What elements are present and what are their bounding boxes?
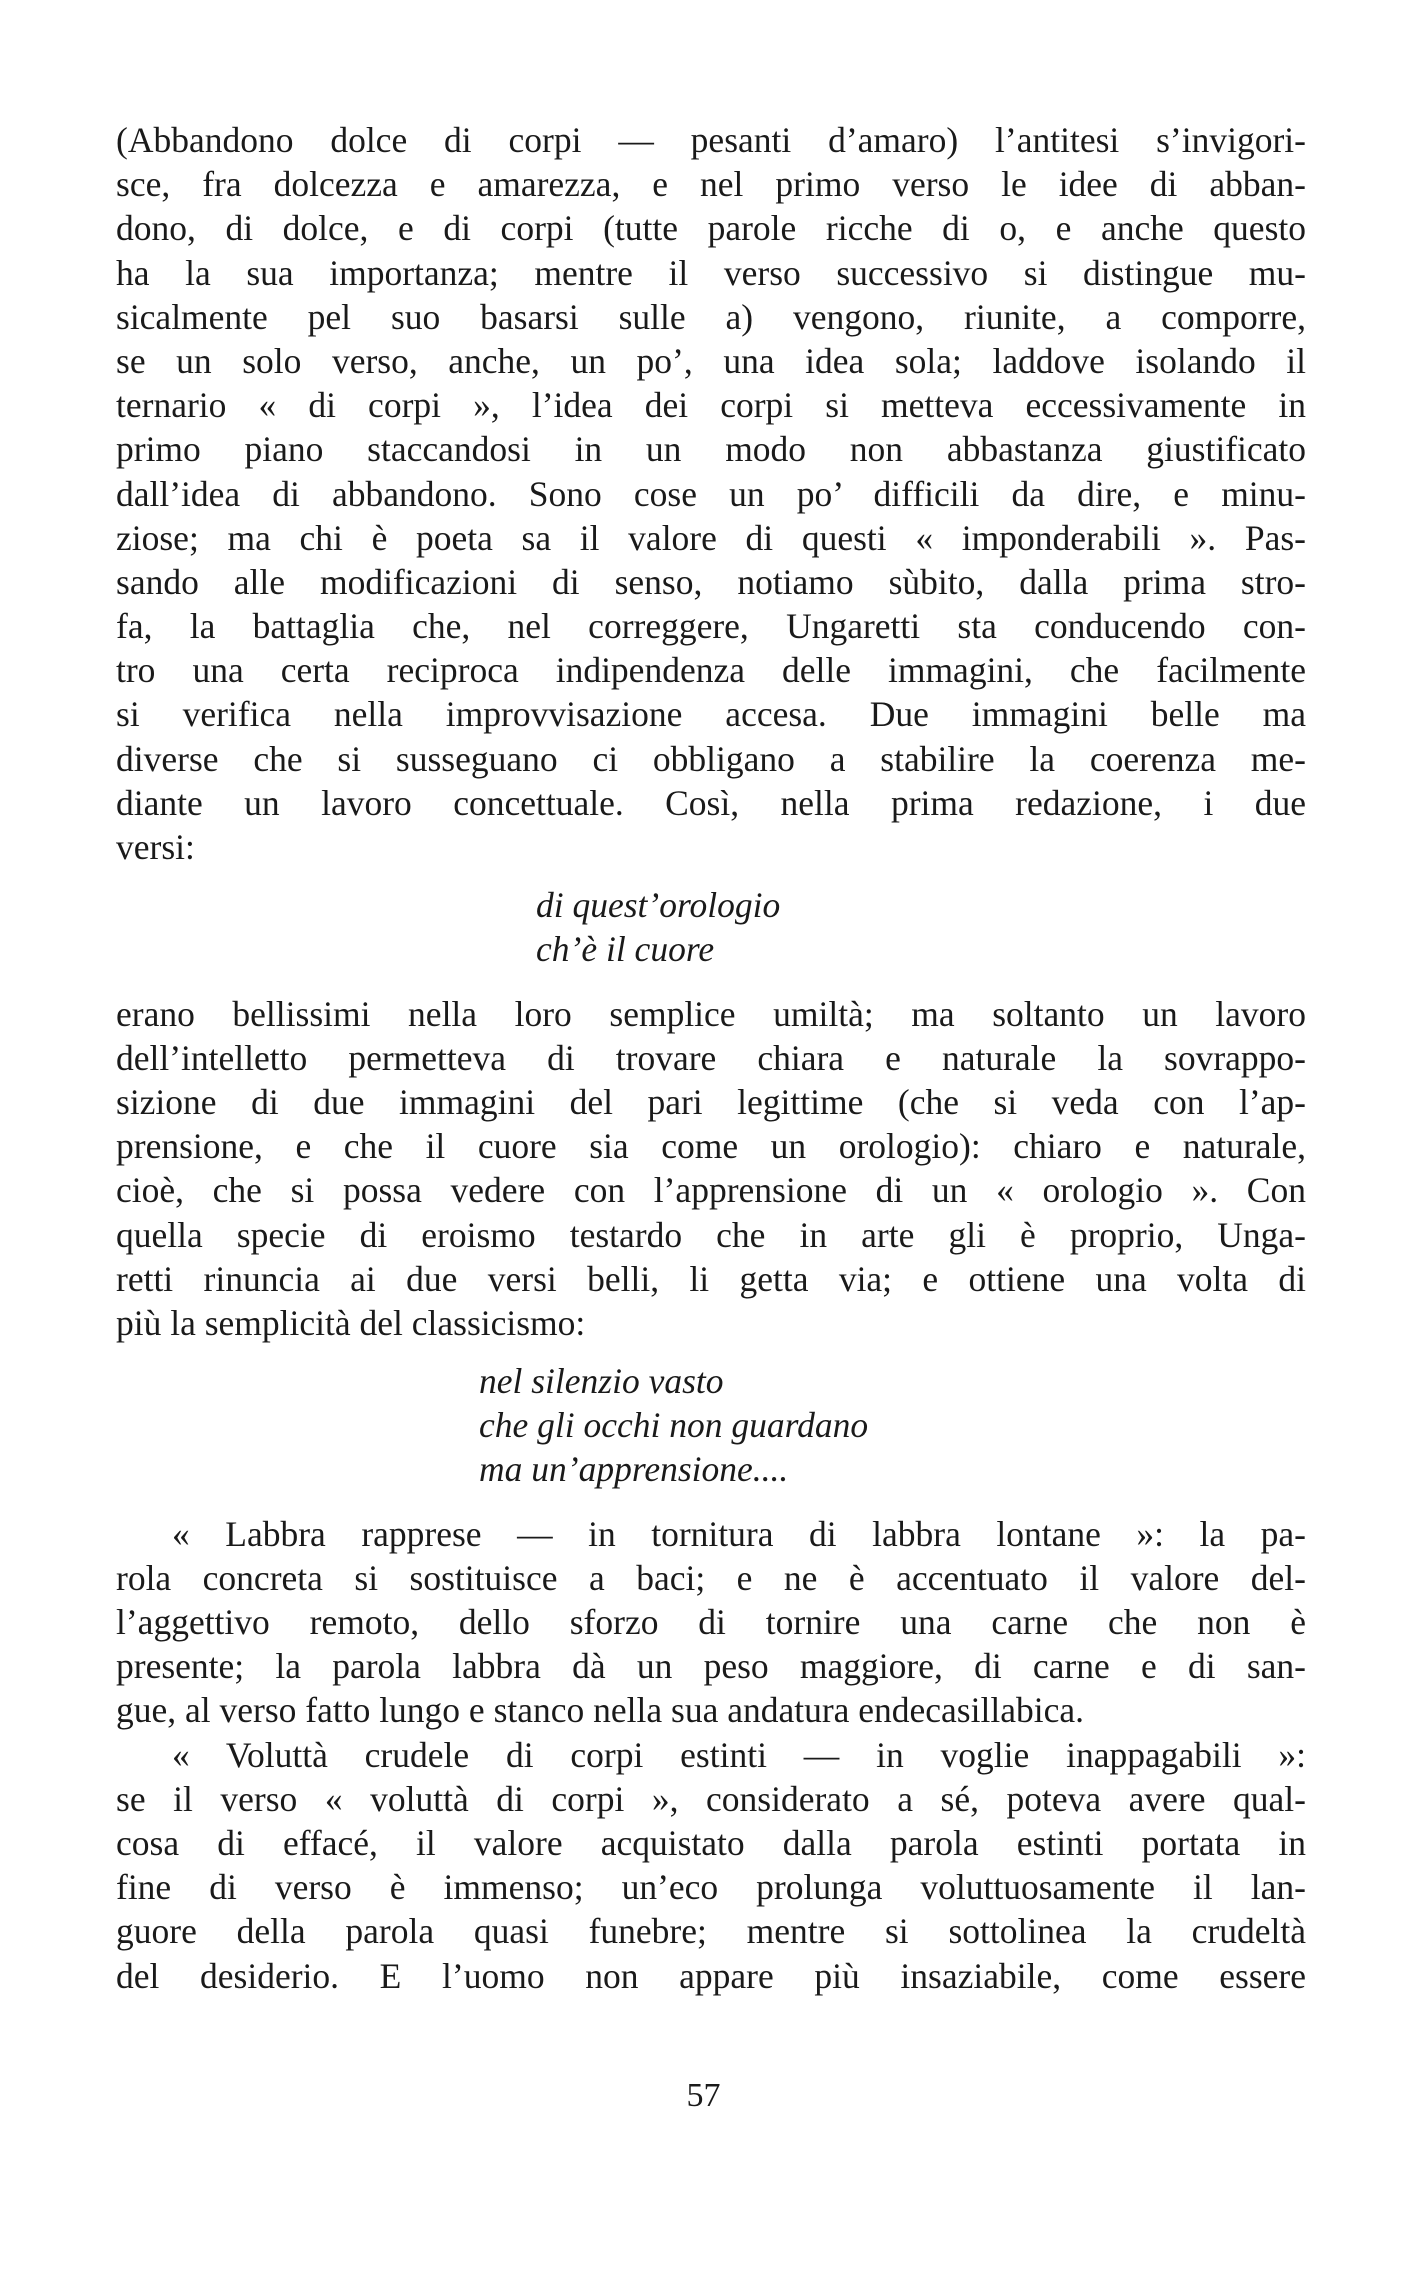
- verse-line: ch’è il cuore: [536, 929, 715, 970]
- text-line: « Labbra rapprese — in tornitura di labbra lontane »: la pa-: [172, 1513, 1306, 1554]
- text-line: se un solo verso, anche, un po’, una idea sola; laddove isolando il: [116, 340, 1306, 381]
- text-line: tro una certa reciproca indipendenza delle immagini, che facilmente: [116, 650, 1306, 691]
- text-line: primo piano staccandosi in un modo non abbastanza giustificato: [116, 429, 1306, 470]
- text-line: erano bellissimi nella loro semplice umiltà; ma soltanto un lavoro: [116, 993, 1306, 1034]
- page-number: 57: [686, 2077, 721, 2114]
- text-line: quella specie di eroismo testardo che in arte gli è proprio, Unga-: [116, 1214, 1306, 1255]
- verse-line: nel silenzio vasto: [479, 1361, 724, 1402]
- verse-line: ma un’apprensione....: [479, 1449, 789, 1490]
- text-line: rola concreta si sostituisce a baci; e ne è accentuato il valore del-: [116, 1557, 1306, 1598]
- text-line: cosa di effacé, il valore acquistato dalla parola estinti portata in: [116, 1822, 1306, 1863]
- text-line: dono, di dolce, e di corpi (tutte parole ricche di o, e anche questo: [116, 208, 1306, 249]
- verse-quote-2: [116, 1359, 1306, 1492]
- text-line: ha la sua importanza; mentre il verso successivo si distingue mu-: [116, 252, 1306, 293]
- text-line: sicalmente pel suo basarsi sulle a) vengono, riunite, a comporre,: [116, 296, 1306, 337]
- paragraph-3: [116, 1512, 1306, 1733]
- text-line: ziose; ma chi è poeta sa il valore di questi « imponderabili ». Pas-: [116, 517, 1306, 558]
- text-line: se il verso « voluttà di corpi », considerato a sé, poteva avere qual-: [116, 1778, 1306, 1819]
- text-line: più la semplicità del classicismo:: [116, 1302, 586, 1343]
- text-line: prensione, e che il cuore sia come un orologio): chiaro e naturale,: [116, 1126, 1306, 1167]
- text-line: del desiderio. E l’uomo non appare più insaziabile, come essere: [116, 1955, 1306, 1996]
- text-line: diante un lavoro concettuale. Così, nella prima redazione, i due: [116, 782, 1306, 823]
- text-line: fine di verso è immenso; un’eco prolunga voluttuosamente il lan-: [116, 1867, 1306, 1908]
- paragraph-4: [116, 1733, 1306, 1998]
- text-line: sce, fra dolcezza e amarezza, e nel primo verso le idee di abban-: [116, 164, 1306, 205]
- text-line: l’aggettivo remoto, dello sforzo di tornire una carne che non è: [116, 1602, 1306, 1642]
- text-line: ternario « di corpi », l’idea dei corpi si metteva eccessivamente in: [116, 385, 1306, 426]
- paragraph-2: [116, 992, 1306, 1346]
- text-line: presente; la parola labbra dà un peso maggiore, di carne e di san-: [116, 1646, 1306, 1687]
- text-line: « Voluttà crudele di corpi estinti — in voglie inappagabili »:: [172, 1734, 1306, 1775]
- text-line: diverse che si susseguano ci obbligano a stabilire la coerenza me-: [116, 738, 1306, 779]
- text-line: si verifica nella improvvisazione accesa. Due immagini belle ma: [116, 694, 1306, 735]
- verse-quote-1: [116, 883, 1306, 971]
- text-line: dell’intelletto permetteva di trovare chiara e naturale la sovrappo-: [116, 1037, 1306, 1078]
- text-line: sizione di due immagini del pari legittime (che si veda con l’ap-: [116, 1081, 1306, 1122]
- text-line: versi:: [116, 827, 195, 867]
- text-line: sando alle modificazioni di senso, notiamo sùbito, dalla prima stro-: [116, 561, 1306, 602]
- body-text: [116, 118, 1306, 1998]
- verse-line: che gli occhi non guardano: [479, 1405, 869, 1446]
- text-line: gue, al verso fatto lungo e stanco nella sua andatura endecasillabica.: [116, 1690, 1084, 1731]
- text-line: (Abbandono dolce di corpi — pesanti d’amaro) l’antitesi s’invigori-: [116, 120, 1306, 160]
- text-line: fa, la battaglia che, nel correggere, Ungaretti sta conducendo con-: [116, 606, 1306, 647]
- text-line: guore della parola quasi funebre; mentre si sottolinea la crudeltà: [116, 1911, 1306, 1952]
- text-line: retti rinuncia ai due versi belli, li getta via; e ottiene una volta di: [116, 1258, 1306, 1299]
- verse-line: di quest’orologio: [536, 885, 781, 926]
- text-line: cioè, che si possa vedere con l’apprensione di un « orologio ». Con: [116, 1170, 1306, 1211]
- paragraph-1: [116, 118, 1306, 869]
- text-line: dall’idea di abbandono. Sono cose un po’ difficili da dire, e minu-: [116, 473, 1306, 514]
